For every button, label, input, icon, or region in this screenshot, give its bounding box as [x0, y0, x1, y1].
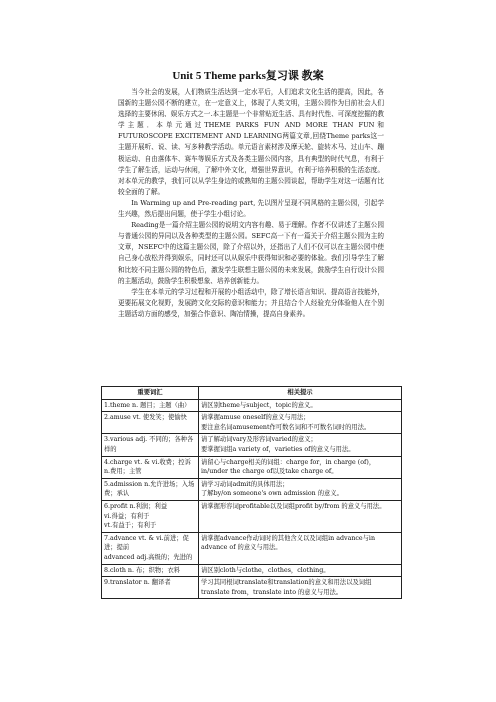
vocab-word-cell — [102, 478, 199, 500]
vocab-word-line: 1.theme n. 题目；主题（曲） — [104, 401, 191, 409]
vocabulary-table — [101, 386, 402, 599]
table-row — [102, 456, 402, 478]
header-vocabulary: 重要词汇 — [102, 387, 199, 400]
table-body — [102, 399, 402, 599]
vocab-word-cell — [102, 399, 199, 412]
vocab-hint-line: 请学习动词admit的具体用法； — [201, 480, 289, 488]
vocab-word-line: advanced adj.高级的；先进的 — [104, 553, 193, 561]
vocab-word-line: 4.charge vt. & vi.收费；控诉 n.费用；主管 — [104, 458, 191, 476]
vocab-word-line: 7.advance vt. & vi.前进；促进；提前 — [104, 534, 189, 552]
vocab-hint-line: 请掌握形容词profitable以及词组profit by/from 的意义与用法。 — [201, 502, 386, 510]
vocab-word-cell — [102, 532, 199, 564]
header-hints: 相关提示 — [199, 387, 402, 400]
vocab-hint-line: 请区别theme与subject，topic的意义。 — [201, 401, 317, 409]
vocab-hint-line: 请区别cloth与clothe，clothes，clothing。 — [201, 566, 330, 574]
vocab-word-cell — [102, 577, 199, 599]
vocab-hint-cell — [199, 399, 402, 412]
intro-text — [118, 87, 384, 320]
vocab-word-line: 8.cloth n. 布；织物；衣料 — [104, 566, 181, 574]
table-row — [102, 532, 402, 564]
vocab-word-line: 9.translator n. 翻译者 — [104, 579, 171, 587]
vocab-hint-cell — [199, 456, 402, 478]
table-row — [102, 564, 402, 577]
table-row — [102, 500, 402, 532]
vocab-hint-line: 请留心与charge相关的词组：charge for，in charge (of)，in/under the charge of以及take charge of。 — [201, 458, 376, 476]
vocab-hint-line: 要注意名词amusement作可数名词和不可数名词时的用法。 — [201, 423, 371, 431]
vocab-hint-line: 了解by/on someone's own admission 的意义。 — [201, 490, 343, 498]
intro-paragraph-1: 当今社会的发展，人们物质生活达到一定水平后，人们追求文化生活的提高，因此，各国新的主题公园不断的建立，在一定意义上，体现了人类文明，主题公园作为目前社会人们选择的主要休闲、娱乐方式之一.本主题是一个非常贴近生活、具有时代性、可深度挖掘的教学主题．本单元通过THEME PARKS FUN AND MORE THAN FUN和FUTUROSCOPE EXCITEMENT AND LEARNING两篇文章,回绕Theme parks这一主题开展听、说、读、写多种教学活动。单元语言素材涉及摩天轮、旋转木马、过山车、蹦极运动、自由落体车、赛车等娱乐方式及各类主题公园内容，具有典型的时代气息，有利于学生了解生活，运动与休闲，了解中外文化，增强世界意识，有利于培养积极的生活态度。对本单元的教学，我们可以从学生身边的或熟知的主题公园谈起，帮助学生对这一话题有比较全面的了解。 — [118, 88, 384, 196]
vocab-word-cell — [102, 412, 199, 434]
vocab-hint-cell — [199, 564, 402, 577]
vocab-hint-cell — [199, 532, 402, 564]
table-header-row — [102, 387, 402, 400]
vocab-word-line: 3.various adj. 不同的；各种各样的 — [104, 436, 194, 453]
vocab-hint-cell — [199, 577, 402, 599]
vocab-hint-cell — [199, 478, 402, 500]
vocab-word-cell — [102, 456, 199, 478]
vocab-hint-line: 请了解动词vary及形容词varied的意义； — [201, 436, 317, 444]
vocab-word-cell — [102, 434, 199, 456]
vocab-word-cell — [102, 500, 199, 532]
table-row — [102, 399, 402, 412]
vocab-hint-cell — [199, 500, 402, 532]
table-row — [102, 434, 402, 456]
vocab-hint-line: 请掌握amuse oneself的意义与用法； — [201, 414, 310, 422]
vocab-word-line: vi.得益；有利于 — [104, 512, 150, 520]
vocab-hint-line: 请掌握advance作动词时的其他含义以及词组in advance与in advance of 的意义与用法。 — [201, 534, 375, 552]
intro-paragraph-2: In Warming up and Pre-reading part, 先以图片呈现不同风格的主题公园，引起学生兴趣，然后提出问题，使于学生小组讨论。 — [118, 198, 384, 219]
vocab-hint-line: 要掌握词组a variety of，varieties of的意义与用法。 — [201, 445, 355, 453]
vocab-word-line: vt.有益于；有利于 — [104, 522, 157, 530]
intro-paragraph-4: 学生在本单元的学习过程和开展的小组活动中，除了增长语言知识、提高语言技能外，更要拓展文化视野，发展跨文化交际的意识和能力；并且结合个人经验充分体验他人在个别主题活动方面的感受，加强合作意识、陶冶情操，提高自身素养。 — [118, 287, 384, 318]
vocab-hint-cell — [199, 412, 402, 434]
vocab-word-line: 6.profit n.利润；利益 — [104, 502, 168, 510]
table-row — [102, 478, 402, 500]
document-title: Unit 5 Theme parks复习课 教案 — [172, 70, 324, 82]
vocab-hint-line: 学习其同根词translate和translation的意义和用法以及词组translate from，translate into 的意义与用法。 — [201, 579, 372, 596]
table-row — [102, 577, 402, 599]
vocab-word-line: 2.amuse vt. 使发笑；使愉快 — [104, 414, 187, 422]
vocab-word-line: 5.admission n.允许进场；入场费；承认 — [104, 480, 195, 498]
vocab-hint-cell — [199, 434, 402, 456]
intro-paragraph-3: Reading是一篇介绍主题公园的说明文内容有趣、易于理解。作者不仅讲述了主题公园与普通公园的异同以及各种类型的主题公园。SEFC高一下有一篇关于介绍主题公园为主的文章，NSEFC中的这篇主题公园，除了介绍以外，还指出了人们不仅可以在主题公园中使自己身心放松并得到娱乐，同时还可以从娱乐中获得知识和必要的体验。我们引导学生了解和比较不同主题公园的特色后，激发学生联想主题公园的未来发展，鼓励学生自行设计公园的主题活动，鼓励学生积极想象、培养创新能力。 — [118, 221, 384, 285]
vocab-word-cell — [102, 564, 199, 577]
table-row — [102, 412, 402, 434]
